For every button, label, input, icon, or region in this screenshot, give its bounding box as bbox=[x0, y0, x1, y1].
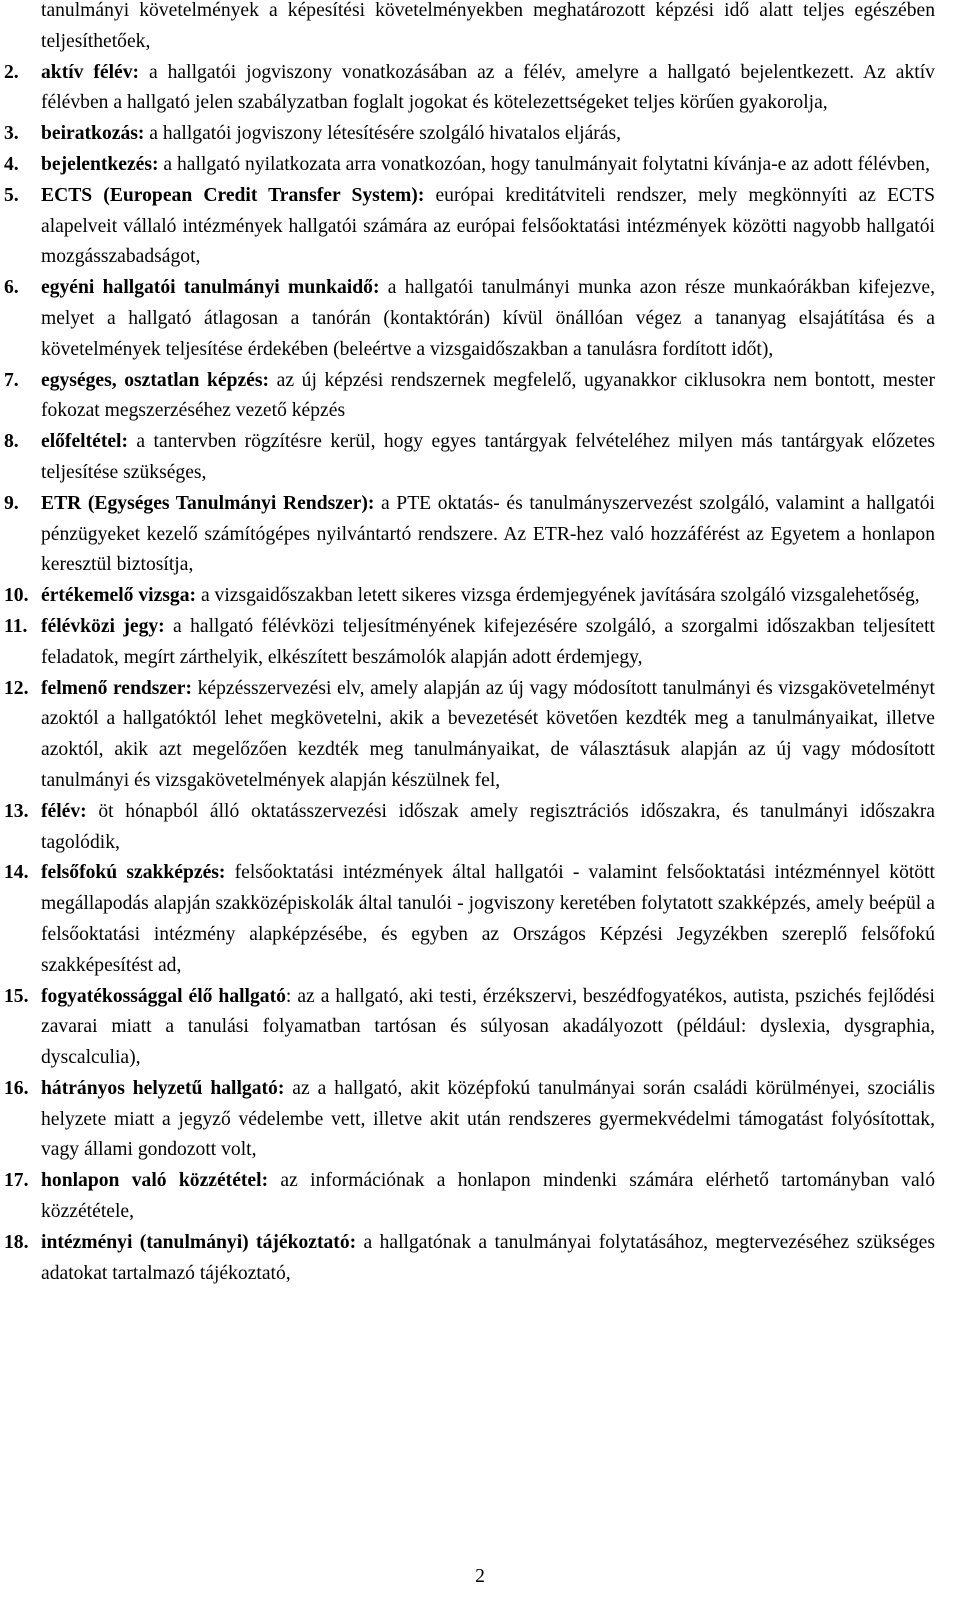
item-body bbox=[41, 1228, 935, 1290]
item-term: hátrányos helyzetű hallgató: bbox=[41, 1077, 285, 1099]
item-term: értékemelő vizsga: bbox=[41, 585, 197, 607]
page-number: 2 bbox=[475, 1566, 485, 1587]
list-item bbox=[4, 797, 935, 859]
item-body bbox=[41, 366, 935, 428]
item-number: 10. bbox=[4, 585, 29, 607]
definition-items bbox=[4, 58, 935, 1290]
item-term: előfeltétel: bbox=[41, 431, 129, 453]
item-number: 12. bbox=[4, 677, 29, 699]
item-term: félév: bbox=[41, 800, 87, 822]
item-body bbox=[41, 150, 935, 181]
item-term: félévközi jegy: bbox=[41, 615, 165, 637]
item-definition: az információnak a honlapon mindenki számára elérhető tartományban való közzététele, bbox=[41, 1170, 935, 1223]
item-term: bejelentkezés: bbox=[41, 153, 159, 175]
item-number: 9. bbox=[4, 492, 19, 514]
item-term: egységes, osztatlan képzés: bbox=[41, 369, 270, 391]
item-term: intézményi (tanulmányi) tájékoztató: bbox=[41, 1231, 357, 1253]
item-definition: : az a hallgató, aki testi, érzékszervi, beszédfogyatékos, autista, pszichés fejlődési zavarai miatt a tanulási folyamatban tartósan és súlyosan akadályozott (például: dyslexia, dysgraphia, dyscalculia), bbox=[41, 985, 935, 1069]
item-body bbox=[41, 797, 935, 859]
item-body bbox=[41, 58, 935, 120]
list-item bbox=[4, 982, 935, 1074]
item-definition: a hallgató félévközi teljesítményének kifejezésére szolgáló, a szorgalmi időszakban teljesített feladatok, megírt zárthelyik, elkészített beszámolók alapján adott érdemjegy, bbox=[41, 615, 935, 668]
item-term: ETR (Egységes Tanulmányi Rendszer): bbox=[41, 492, 375, 514]
item-term: aktív félév: bbox=[41, 61, 140, 83]
list-item bbox=[4, 858, 935, 981]
list-item bbox=[4, 150, 935, 181]
item-body bbox=[41, 181, 935, 273]
item-body bbox=[41, 982, 935, 1074]
list-item bbox=[4, 489, 935, 581]
list-item bbox=[4, 581, 935, 612]
item-number: 6. bbox=[4, 277, 19, 299]
list-item bbox=[4, 366, 935, 428]
item-number: 3. bbox=[4, 123, 19, 145]
item-body bbox=[41, 427, 935, 489]
list-item bbox=[4, 119, 935, 150]
item-definition: az új képzési rendszernek megfelelő, ugyanakkor ciklusokra nem bontott, mester fokozat megszerzéséhez vezető képzés bbox=[41, 369, 935, 422]
item-term: felsőfokú szakképzés: bbox=[41, 862, 226, 884]
item-term: ECTS (European Credit Transfer System): bbox=[41, 184, 425, 206]
item-body bbox=[41, 858, 935, 981]
list-item bbox=[4, 1074, 935, 1166]
item-definition: a PTE oktatás- és tanulmányszervezést szolgáló, valamint a hallgatói pénzügyeket kezelő számítógépes nyilvántartó rendszere. Az ETR-hez való hozzáférést az Egyetem a honlapon keresztül biztosítja, bbox=[41, 492, 935, 576]
item-definition: a vizsgaidőszakban letett sikeres vizsga érdemjegyének javítására szolgáló vizsgalehetőség, bbox=[196, 585, 920, 607]
item-number: 14. bbox=[4, 862, 29, 884]
item-term: fogyatékossággal élő hallgató bbox=[41, 985, 286, 1007]
item-number: 5. bbox=[4, 184, 19, 206]
item-definition: a hallgatói tanulmányi munka azon része munkaórákban kifejezve, melyet a hallgató átlagosan a tanórán (kontaktórán) kívül önállóan végez a tananyag elsajátítása és a követelmények teljesítése érdekében (beleértve a vizsgaidőszakban a tanulásra fordított időt), bbox=[41, 277, 935, 360]
item-definition: képzésszervezési elv, amely alapján az új vagy módosított tanulmányi és vizsgakövetelményt azoktól a hallgatóktól lehet megkövetelni, akik a bevezetését követően kezdték meg a tanulmányaikat, illetve azoktól, akik azt megelőzően kezdték meg tanulmányaikat, de választásuk alapján az új vagy módosított tanulmányi és vizsgakövetelmények alapján készülnek fel, bbox=[41, 677, 935, 791]
list-item bbox=[4, 1166, 935, 1228]
list-item bbox=[4, 612, 935, 674]
item-definition: a hallgató nyilatkozata arra vonatkozóan, hogy tanulmányait folytatni kívánja-e az adott félévben, bbox=[158, 153, 930, 175]
item-number: 13. bbox=[4, 800, 29, 822]
item-definition: a hallgatói jogviszony létesítésére szolgáló hivatalos eljárás, bbox=[144, 123, 622, 145]
item-body bbox=[41, 581, 935, 612]
item-definition: a tantervben rögzítésre kerül, hogy egyes tantárgyak felvételéhez milyen más tantárgyak előzetes teljesítése szükséges, bbox=[41, 431, 935, 483]
list-item bbox=[4, 181, 935, 273]
list-item bbox=[4, 1228, 935, 1290]
item-number: 2. bbox=[4, 61, 19, 83]
item-number: 18. bbox=[4, 1231, 29, 1253]
item-body bbox=[41, 119, 935, 150]
list-item bbox=[4, 58, 935, 120]
definitions-list bbox=[4, 0, 935, 1289]
item-definition: az a hallgató, akit középfokú tanulmányai során családi körülményei, szociális helyzete miatt a jegyző védelembe vett, illetve akit után rendszeres gyermekvédelmi támogatást folyósítottak, vagy állami gondozott volt, bbox=[41, 1077, 935, 1161]
item-definition: felsőoktatási intézmények által hallgatói - valamint felsőoktatási intézménnyel kötött megállapodás alapján szakközépiskolák által tanulói - jogviszony keretében folytatott szakképzés, amely beépül a felsőoktatási intézmény alapképzésébe, és egyben az Országos Képzési Jegyzékben szereplő felsőfokú szakképesítést ad, bbox=[41, 862, 935, 976]
item-body bbox=[41, 489, 935, 581]
item-body bbox=[41, 1074, 935, 1166]
item-number: 11. bbox=[4, 615, 28, 637]
item-term: felmenő rendszer: bbox=[41, 677, 193, 699]
item-number: 17. bbox=[4, 1170, 29, 1192]
item-definition: öt hónapból álló oktatásszervezési időszak amely regisztrációs időszakra, és tanulmányi időszakra tagolódik, bbox=[41, 800, 935, 853]
list-item bbox=[4, 674, 935, 797]
item-body bbox=[41, 674, 935, 797]
item-body bbox=[41, 273, 935, 365]
item-term: honlapon való közzététel: bbox=[41, 1170, 269, 1192]
item-term: egyéni hallgatói tanulmányi munkaidő: bbox=[41, 277, 380, 299]
item-number: 16. bbox=[4, 1077, 29, 1099]
item-definition: európai kreditátviteli rendszer, mely megkönnyíti az ECTS alapelveit vállaló intézmények hallgatói számára az európai felsőoktatási intézmények közötti nagyobb hallgatói mozgásszabadságot, bbox=[41, 184, 935, 268]
item-number: 8. bbox=[4, 431, 19, 453]
item-number: 7. bbox=[4, 369, 19, 391]
item-body bbox=[41, 612, 935, 674]
intro-continuation: tanulmányi követelmények a képesítési követelményekben meghatározott képzési idő alatt teljes egészében teljesíthetőek, bbox=[41, 0, 935, 52]
item-term: beiratkozás: bbox=[41, 123, 145, 145]
item-definition: a hallgatói jogviszony vonatkozásában az a félév, amelyre a hallgató bejelentkezett. Az aktív félévben a hallgató jelen szabályzatban foglalt jogokat és kötelezettségeket teljes körűen gyakorolja, bbox=[41, 61, 935, 114]
item-definition: a hallgatónak a tanulmányai folytatásához, megtervezéséhez szükséges adatokat tartalmazó tájékoztató, bbox=[41, 1231, 935, 1284]
list-item bbox=[4, 427, 935, 489]
item-body bbox=[41, 1166, 935, 1228]
item-number: 15. bbox=[4, 985, 29, 1007]
item-number: 4. bbox=[4, 153, 19, 175]
list-item bbox=[4, 273, 935, 365]
